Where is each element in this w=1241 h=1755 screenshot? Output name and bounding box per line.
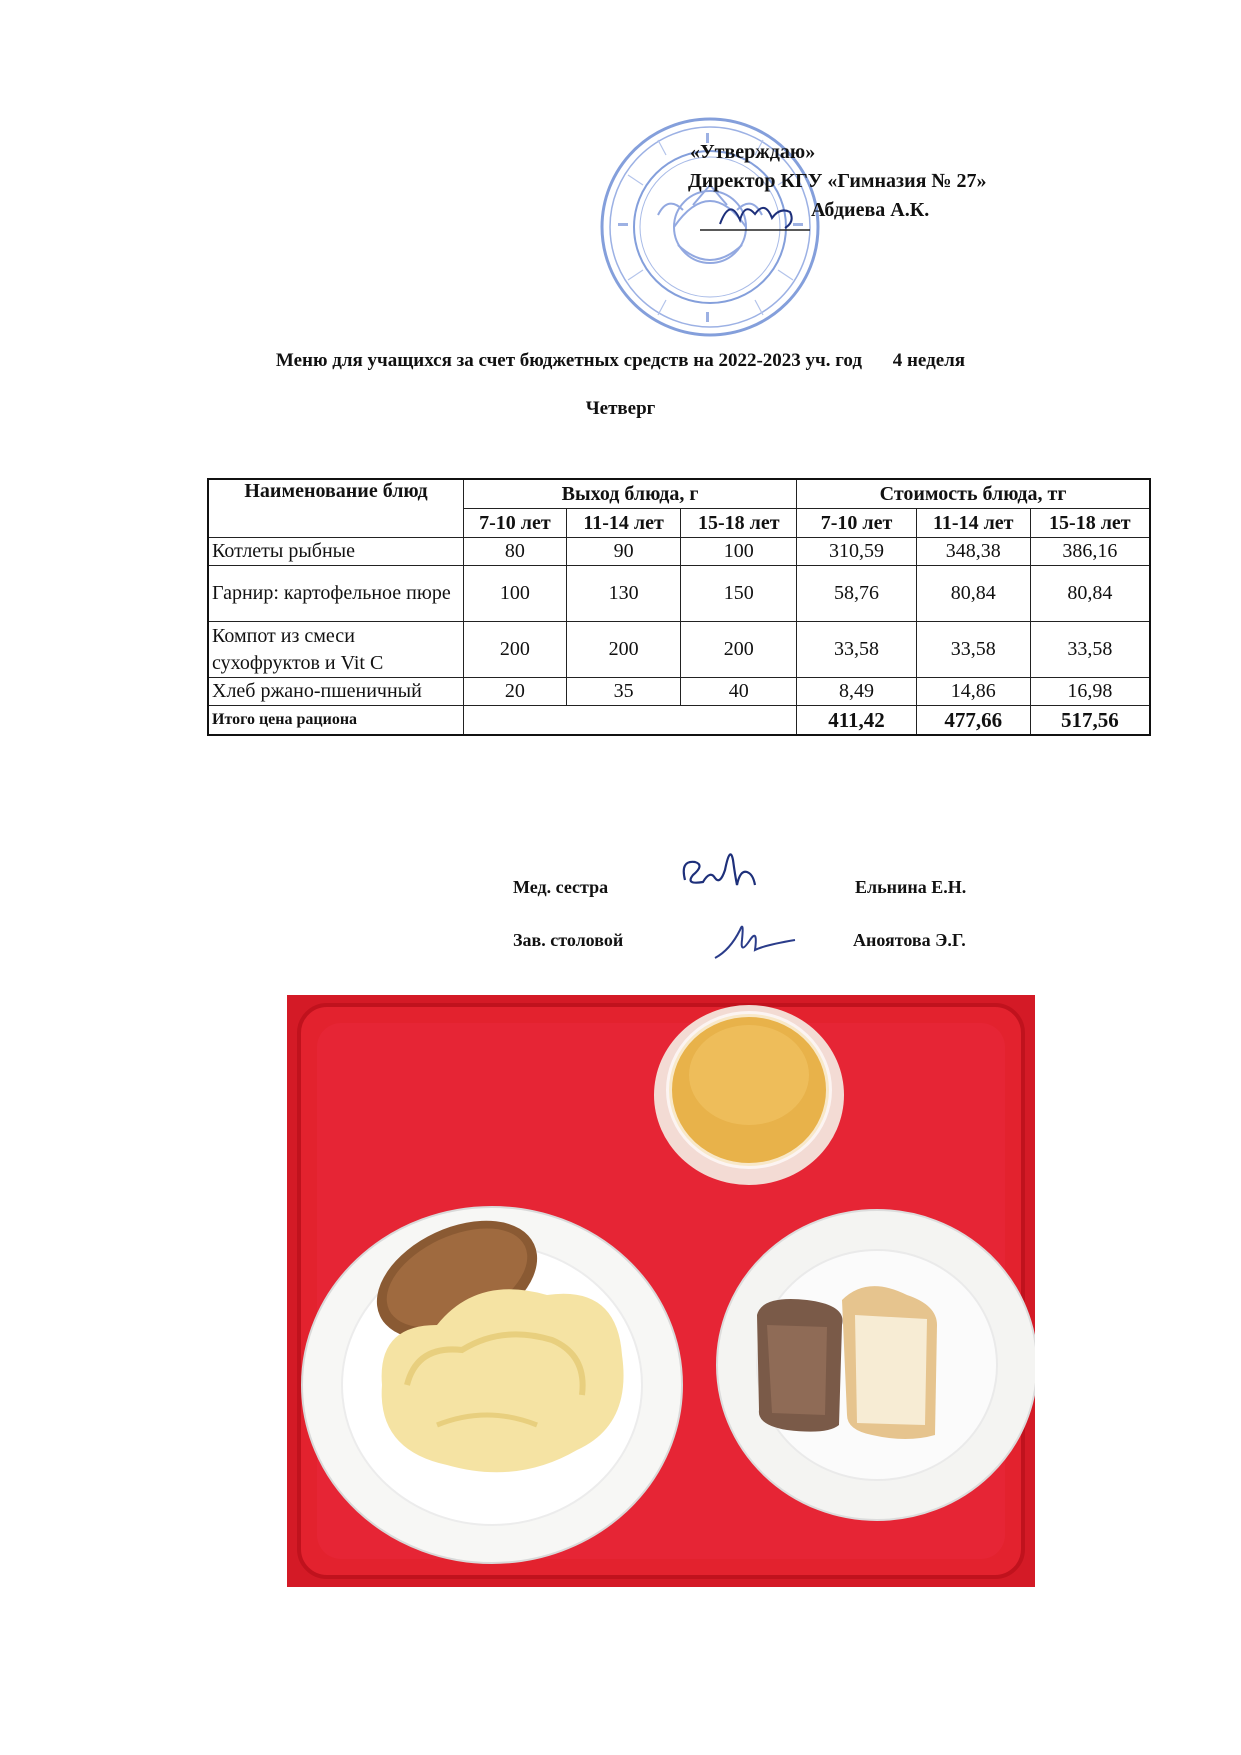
header-dish-name: Наименование блюд	[208, 479, 464, 538]
yield-cell: 100	[464, 566, 567, 622]
yield-cell: 130	[566, 566, 681, 622]
meal-photo	[287, 995, 1035, 1587]
header-age: 11-14 лет	[916, 509, 1030, 538]
table-row	[208, 538, 1150, 566]
dish-name: Хлеб ржано-пшеничный	[208, 678, 464, 706]
bread-plate	[717, 1210, 1035, 1520]
table-row	[208, 566, 1150, 622]
cost-cell: 310,59	[797, 538, 917, 566]
dish-name: Котлеты рыбные	[208, 538, 464, 566]
page-title	[0, 350, 1241, 372]
cost-cell: 14,86	[916, 678, 1030, 706]
cost-cell: 8,49	[797, 678, 917, 706]
header-age: 11-14 лет	[566, 509, 681, 538]
header-age: 15-18 лет	[681, 509, 797, 538]
day-label: Четверг	[585, 398, 656, 419]
canteen-head-role: Зав. столовой	[513, 930, 624, 950]
total-label: Итого цена рациона	[208, 706, 464, 736]
cost-cell: 33,58	[1030, 622, 1150, 678]
total-cost-cell: 517,56	[1030, 706, 1150, 736]
yield-cell: 100	[681, 538, 797, 566]
cost-cell: 33,58	[797, 622, 917, 678]
nurse-name: Ельнина Е.Н.	[855, 877, 967, 897]
header-yield: Выход блюда, г	[464, 479, 797, 509]
yield-cell: 200	[464, 622, 567, 678]
table-row	[208, 622, 1150, 678]
canteen-head-name: Аноятова Э.Г.	[853, 930, 966, 950]
yield-cell: 20	[464, 678, 567, 706]
director-name: Абдиева А.К.	[811, 199, 930, 221]
cost-cell: 58,76	[797, 566, 917, 622]
cost-cell: 80,84	[1030, 566, 1150, 622]
menu-table	[207, 478, 1151, 736]
cost-cell: 386,16	[1030, 538, 1150, 566]
total-empty-cell	[464, 706, 797, 736]
director-signature-icon	[700, 192, 815, 237]
nurse-role: Мед. сестра	[513, 877, 609, 897]
nurse-signature-icon	[675, 840, 765, 900]
yield-cell: 200	[566, 622, 681, 678]
yield-cell: 40	[681, 678, 797, 706]
header-age: 7-10 лет	[797, 509, 917, 538]
dish-name: Компот из смеси сухофруктов и Vit C	[208, 622, 464, 678]
yield-cell: 80	[464, 538, 567, 566]
week-label: 4 неделя	[892, 350, 966, 371]
compote-glass	[654, 1005, 844, 1185]
canteen-head-signature-icon	[710, 910, 800, 965]
title-text: Меню для учащихся за счет бюджетных средств на 2022-2023 уч. год	[275, 350, 862, 371]
cost-cell: 33,58	[916, 622, 1030, 678]
cost-cell: 348,38	[916, 538, 1030, 566]
approval-line: «Утверждаю»	[690, 141, 816, 163]
header-cost: Стоимость блюда, тг	[797, 479, 1150, 509]
total-row	[208, 706, 1150, 736]
yield-cell: 35	[566, 678, 681, 706]
yield-cell: 150	[681, 566, 797, 622]
total-cost-cell: 411,42	[797, 706, 917, 736]
director-position: Директор КГУ «Гимназия № 27»	[688, 170, 987, 192]
cost-cell: 80,84	[916, 566, 1030, 622]
table-row	[208, 678, 1150, 706]
total-cost-cell: 477,66	[916, 706, 1030, 736]
cost-cell: 16,98	[1030, 678, 1150, 706]
header-age: 15-18 лет	[1030, 509, 1150, 538]
header-age: 7-10 лет	[464, 509, 567, 538]
yield-cell: 200	[681, 622, 797, 678]
yield-cell: 90	[566, 538, 681, 566]
dish-name: Гарнир: картофельное пюре	[208, 566, 464, 622]
